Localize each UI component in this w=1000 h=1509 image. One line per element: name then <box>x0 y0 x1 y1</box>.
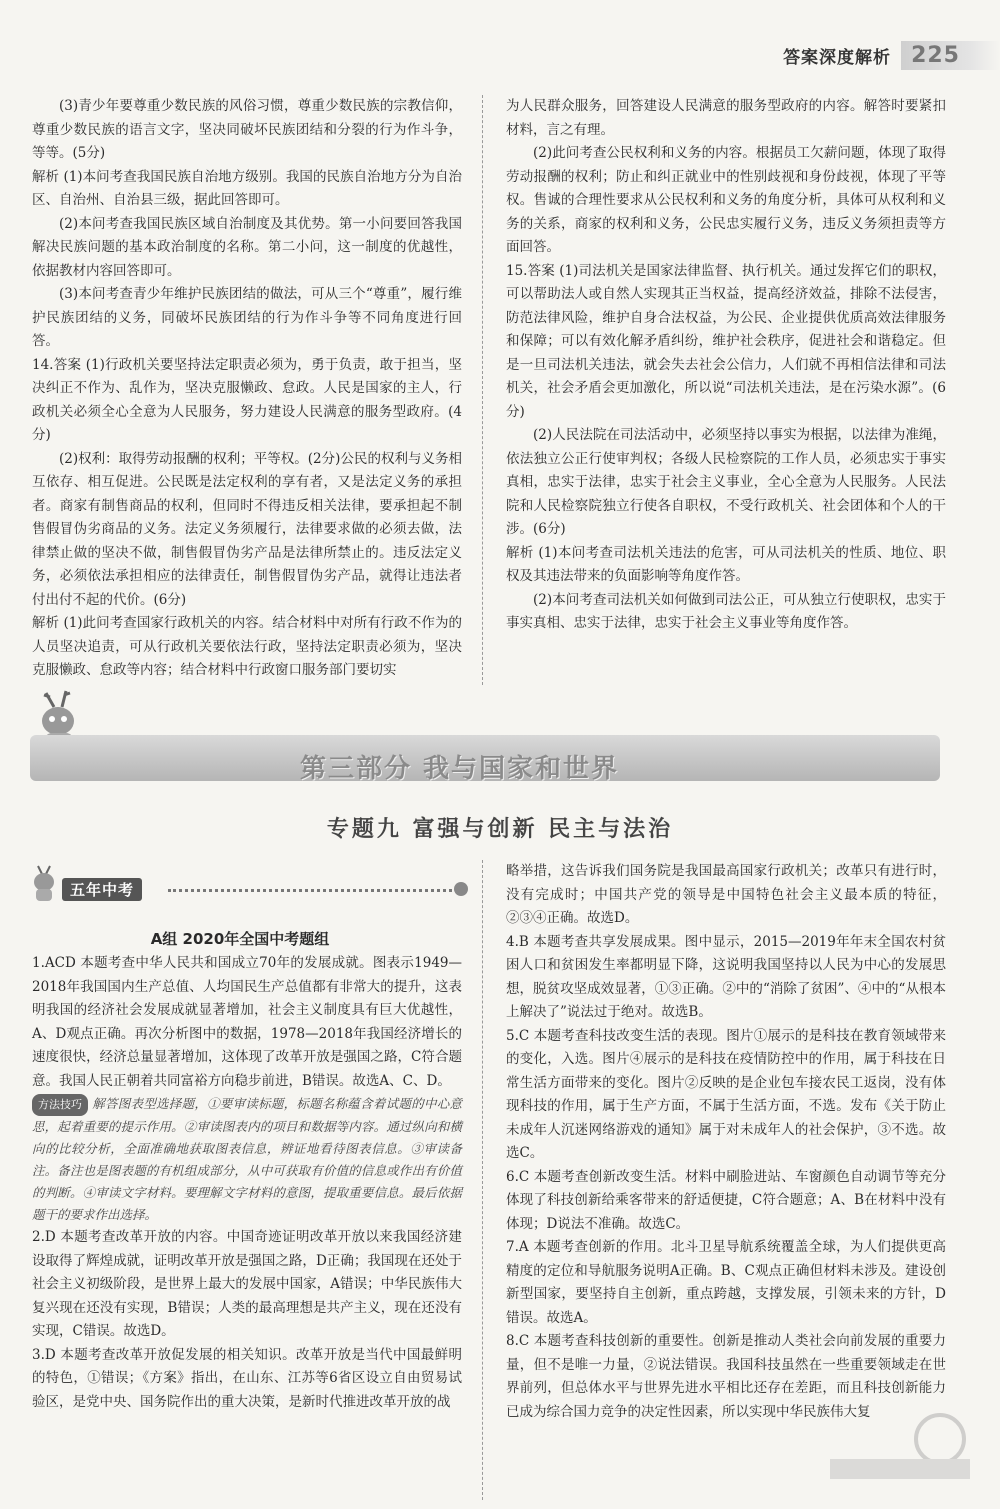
paragraph-text: 15.答案 (1)司法机关是国家法律监督、执行机关。通过发挥它们的职权，可以帮助法人或自然人实现其正当权益，提高经济效益，排除不法侵害，防范法律风险，维护自身合法权益，为公民、企业提供优质高效法律服务和保障；可以有效化解矛盾纠纷，维护社会秩序，促进社会和谐稳定。但是一旦司法机关违法，就会失去社会公信力，人们就不再相信法律和司法机关，社会矛盾会更加激化，所以说“司法机关违法，是在污染水源”。(6分) <box>506 262 946 420</box>
paragraph <box>506 260 946 425</box>
dot-end-icon <box>454 882 468 896</box>
paragraph-text: (2)本问考查我国民族区域自治制度及其优势。第一小问要回答我国解决民族问题的基本政治制度的名称。第二小问，这一制度的优越性，依据教材内容回答即可。 <box>32 215 462 279</box>
deer-small-icon <box>28 862 64 902</box>
page-number: 225 <box>901 41 1000 70</box>
paragraph <box>32 952 462 1093</box>
paragraph-text: 3.D 本题考查改革开放促发展的相关知识。改革开放是当代中国最鲜明的特色，①错误；《方案》指出，在山东、江苏等6省区设立自由贸易试验区，是党中央、国务院作出的重大决策，是新时代推进改革开放的战 <box>32 1346 462 1410</box>
paragraph <box>32 1344 462 1415</box>
paragraph-text: 解析 (1)本问考查我国民族自治地方级别。我国的民族自治地方分为自治区、自治州、自治县三级，据此回答即可。 <box>32 168 462 208</box>
five-year-badge <box>28 862 468 902</box>
group-title: A组 2020年全国中考题组 <box>150 930 330 948</box>
paragraph <box>506 1236 946 1330</box>
tip-label: 方法技巧 <box>32 1094 88 1116</box>
paragraph <box>506 931 946 1025</box>
paragraph-text: 解析 (1)此问考查国家行政机关的内容。结合材料中对所有行政不作为的人员坚决追责，可从行政机关要依法行政，坚持法定职责必须为，坚决克服懒政、怠政等内容；结合材料中行政窗口服务部门要切实 <box>32 615 462 678</box>
paragraph <box>506 589 946 636</box>
paragraph <box>32 1093 462 1226</box>
paragraph <box>506 1025 946 1166</box>
paragraph-text: 为人民群众服务，回答建设人民满意的服务型政府的内容。解答时要紧扣材料，言之有理。 <box>506 98 946 138</box>
column-divider <box>482 95 483 685</box>
paragraph <box>32 1226 462 1344</box>
paragraph <box>506 424 946 542</box>
paragraph-text: (2)人民法院在司法活动中，必须坚持以事实为根据，以法律为准绳，依法独立公正行使审判权；各级人民检察院的工作人员，必须忠实于事实真相，忠实于法律，忠实于社会主义事业，全心全意为人民服务。人民法院和人民检察院独立行使各自职权，不受行政机关、社会团体和个人的干涉。(6分) <box>506 427 946 537</box>
paragraph <box>506 1166 946 1237</box>
paragraph-text: 1.ACD 本题考查中华人民共和国成立70年的发展成就。图表示1949—2018年我国国内生产总值、人均国民生产总值都有非常大的提升，这表明我国的经济社会发展成就显著增加，社会主义制度具有巨大优越性，A、D观点正确。再次分析图中的数据，1978—2018年我国经济增长的速度很快，经济总量显著增加，这体现了改革开放是强国之路，C符合题意。我国人民正朝着共同富裕方向稳步前进，B错误。故选A、C、D。 <box>32 955 462 1089</box>
paragraph <box>506 142 946 260</box>
header-title: 答案深度解析 <box>783 47 892 68</box>
paragraph-text: 7.A 本题考查创新的作用。北斗卫星导航系统覆盖全球，为人们提供更高精度的定位和导航服务说明A正确。B、C观点正确但材料未涉及。建设创新型国家，要坚持自主创新，重点跨越，支撑发展，引领未来的方针，D错误。故选A。 <box>506 1239 946 1326</box>
part-banner-title: 第三部分 我与国家和世界 <box>300 754 620 784</box>
topic-title: 专题九 富强与创新 民主与法治 <box>326 817 674 842</box>
column-divider-2 <box>482 860 483 1500</box>
paragraph-text: 解答图表型选择题，①要审读标题，标题名称蕴含着试题的中心意思，起着重要的提示作用。②审读图表内的项目和数据等内容。通过纵向和横向的比较分析，全面准确地获取图表信息，辨证地看待图表信息。③审读备注。备注也是图表题的有机组成部分，从中可获取有价值的信息或作出有价值的判断。④审读文字材料。要理解文字材料的意图，提取重要信息。最后依据题干的要求作出选择。 <box>32 1096 462 1222</box>
paragraph-text: 4.B 本题考查共享发展成果。图中显示，2015—2019年年末全国农村贫困人口和贫困发生率都明显下降，这说明我国坚持以人民为中心的发展思想，脱贫攻坚成效显著，①③正确。②中的“消除了贫困”、④中的“从根本上解决了”说法过于绝对。故选B。 <box>506 933 946 1020</box>
watermark-logo-icon <box>820 1409 980 1489</box>
answer-column-left-top <box>32 95 462 683</box>
paragraph <box>32 95 462 166</box>
answer-column-right-bottom <box>506 860 946 1424</box>
paragraph <box>32 213 462 284</box>
paragraph-text: (3)青少年要尊重少数民族的风俗习惯，尊重少数民族的宗教信仰，尊重少数民族的语言文字，坚决同破坏民族团结和分裂的行为作斗争，等等。(5分) <box>32 98 462 161</box>
paragraph <box>32 448 462 613</box>
paragraph-text: 2.D 本题考查改革开放的内容。中国奇迹证明改革开放以来我国经济建设取得了辉煌成就，证明改革开放是强国之路，D正确；我国现在还处于社会主义初级阶段，是世界上最大的发展中国家，A错误；中华民族伟大复兴现在还没有实现，B错误；人类的最高理想是共产主义，现在还没有实现，C错误。故选D。 <box>32 1229 462 1339</box>
paragraph <box>506 542 946 589</box>
answer-column-right-top <box>506 95 946 636</box>
paragraph-text: 略举措，这告诉我们国务院是我国最高国家行政机关；改革只有进行时，没有完成时；中国共产党的领导是中国特色社会主义最本质的特征，②③④正确。故选D。 <box>506 863 946 926</box>
dotted-line <box>168 889 458 892</box>
paragraph-text: 5.C 本题考查科技改变生活的表现。图片①展示的是科技在教育领域带来的变化，入选。图片④展示的是科技在疫情防控中的作用，属于科技在日常生活方面带来的变化。图片②反映的是企业包车接农民工返岗，没有体现科技的作用，属于生产方面，不属于生活方面，不选。发布《关于防止未成年人沉迷网络游戏的通知》属于对未成年人的社会保护，③不选。故选C。 <box>506 1027 946 1161</box>
paragraph <box>506 860 946 931</box>
paragraph <box>32 354 462 448</box>
paragraph-text: 8.C 本题考查科技创新的重要性。创新是推动人类社会向前发展的重要力量，但不是唯一力量，②说法错误。我国科技虽然在一些重要领域走在世界前列，但总体水平与世界先进水平相比还存在差距，而且科技创新能力已成为综合国力竞争的决定性因素，所以实现中华民族伟大复 <box>506 1333 946 1420</box>
paragraph <box>32 166 462 213</box>
paragraph-text: 解析 (1)本问考查司法机关违法的危害，可从司法机关的性质、地位、职权及其违法带来的负面影响等角度作答。 <box>506 544 946 584</box>
paragraph-text: 14.答案 (1)行政机关要坚持法定职责必须为，勇于负责，敢于担当，坚决纠正不作为、乱作为，坚决克服懒政、怠政。人民是国家的主人，行政机关必须全心全意为人民服务，努力建设人民满意的服务型政府。(4分) <box>32 356 462 443</box>
paragraph-text: 6.C 本题考查创新改变生活。材料中刷脸进站、车窗颜色自动调节等充分体现了科技创新给乘客带来的舒适便捷，C符合题意；A、B在材料中没有体现；D说法不准确。故选C。 <box>506 1168 946 1232</box>
page-header <box>770 38 1000 72</box>
paragraph-text: (2)此问考查公民权利和义务的内容。根据员工欠薪问题，体现了取得劳动报酬的权利；防止和纠正就业中的性别歧视和身份歧视，体现了平等权。售诚的合理性要求从公民权利和义务的角度分析，具体可从权利和义务的关系，商家的权利和义务，公民忠实履行义务，违反义务须担责等方面回答。 <box>506 145 946 255</box>
paragraph <box>506 95 946 142</box>
paragraph <box>32 612 462 683</box>
five-year-label: 五年中考 <box>62 878 142 901</box>
paragraph-text: (3)本问考查青少年维护民族团结的做法，可从三个“尊重”，履行维护民族团结的义务，同破坏民族团结的行为作斗争等不同角度进行回答。 <box>32 286 462 349</box>
answer-column-left-bottom <box>32 952 462 1414</box>
paragraph-text: (2)本问考查司法机关如何做到司法公正，可从独立行使职权，忠实于事实真相、忠实于法律，忠实于社会主义事业等角度作答。 <box>506 591 946 631</box>
paragraph <box>32 283 462 354</box>
paragraph-text: (2)权利：取得劳动报酬的权利；平等权。(2分)公民的权利与义务相互依存、相互促进。公民既是法定权利的享有者，又是法定义务的承担者。商家有制售商品的权利，但同时不得违反相关法律，要承担起不制售假冒伪劣商品的义务。法定义务须履行，法律要求做的必须去做，法律禁止做的坚决不做，制售假冒伪劣产品是法律所禁止的。违反法定义务，必须依法承担相应的法律责任，制售假冒伪劣产品，就得让违法者付出付不起的代价。(6分) <box>32 450 462 608</box>
